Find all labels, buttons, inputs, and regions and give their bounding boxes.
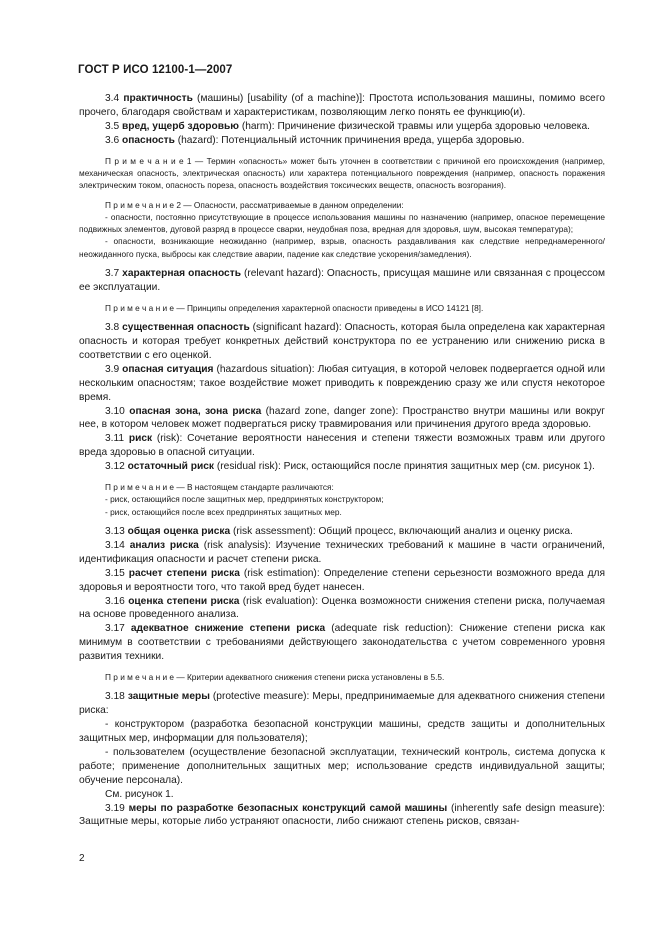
spacer <box>79 314 605 321</box>
definition-text: (risk): Сочетание вероятности нанесения и степени тяжести возможных травм или другого вреда здоровью в опасной ситуации. <box>79 433 606 459</box>
definition-paragraph <box>79 595 605 623</box>
definition-paragraph <box>79 405 605 433</box>
definition-text: (risk analysis): Изучение технических требований к машине в части ограничений, идентификация опасности и расчет степени риска. <box>79 539 605 565</box>
defined-term: практичность <box>123 93 193 104</box>
note <box>79 199 605 211</box>
spacer <box>79 474 605 481</box>
defined-term: опасная зона, зона риска <box>129 405 262 417</box>
spacer <box>79 295 605 302</box>
definition-text: (harm): Причинение физической травмы или ущерба здоровью человека. <box>238 120 590 132</box>
definition-paragraph <box>79 120 605 134</box>
definition-paragraph <box>79 460 605 474</box>
definition-text: (residual risk): Риск, остающийся после принятия защитных мер (см. рисунок 1). <box>214 461 595 473</box>
page-number: 2 <box>79 853 85 864</box>
clause-number: 3.19 <box>105 802 129 814</box>
clause-number: 3.15 <box>105 567 129 579</box>
clause-number: 3.9 <box>105 363 123 375</box>
clause-number: 3.5 <box>105 120 122 132</box>
note-list-item: - опасности, постоянно присутствующие в процессе использования машины по назначению (например, опасное перемещение подвижных элементов, дуговой разряд в процессе сварки, неудобная поза, вредная для здоровья, шум, высокая температура); <box>79 211 605 235</box>
definition-paragraph <box>79 622 605 664</box>
clause-number: 3.12 <box>105 461 128 473</box>
definition-paragraph <box>79 802 605 830</box>
definition-text: (risk estimation): Определение степени серьезности возможного вреда для здоровья и вероятности того, что такой вред будет нанесен. <box>79 567 606 593</box>
defined-term: меры по разработке безопасных конструкций самой машины <box>128 802 448 814</box>
definition-text: (adequate risk reduction): Снижение степени риска как минимум в соответствии с требованиями действующего законодательства с учетом современного уровня развития техники. <box>79 623 605 663</box>
definition-paragraph <box>79 690 605 718</box>
note-list-item: - риск, остающийся после всех предпринятых защитных мер. <box>105 506 342 517</box>
paragraph: См. рисунок 1. <box>105 788 174 800</box>
spacer <box>79 260 605 267</box>
definition-text: (risk assessment): Общий процесс, включающий анализ и оценку риска. <box>230 525 573 537</box>
definition-paragraph <box>79 92 605 120</box>
clause-number: 3.17 <box>105 623 131 635</box>
clause-number: 3.8 <box>105 322 123 334</box>
note <box>79 671 605 683</box>
clause-number: 3.6 <box>105 134 122 146</box>
document-body <box>79 92 605 829</box>
defined-term: опасность <box>122 134 175 146</box>
note-list-item: - риск, остающийся после защитных мер, предпринятых конструктором; <box>105 494 384 505</box>
defined-term: остаточный риск <box>127 461 215 473</box>
definition-paragraph <box>79 539 605 567</box>
definition-paragraph <box>79 432 605 460</box>
note <box>79 155 605 192</box>
spacer <box>79 683 605 690</box>
list-item: - конструктором (разработка безопасной конструкции машины, средств защиты и дополнительных защитных мер, информации для пользователя); <box>79 719 605 745</box>
defined-term: общая оценка риска <box>127 525 231 537</box>
definition-text: (risk evaluation): Оценка возможности снижения степени риска, получаемая на основе проведенного анализа. <box>79 595 605 621</box>
note-label: П р и м е ч а н и е 2 <box>105 199 181 210</box>
defined-term: опасная ситуация <box>122 363 214 375</box>
defined-term: адекватное снижение степени риска <box>130 623 326 635</box>
defined-term: анализ риска <box>129 539 199 551</box>
spacer <box>79 192 605 199</box>
note <box>79 481 605 493</box>
definition-paragraph <box>79 363 605 405</box>
note-list-item: - опасности, возникающие неожиданно (например, взрыв, опасность раздавливания как следствие непреднамеренного/неожиданного пуска, выбросы как следствие аварии, падение как следствие ускорения/замедления). <box>79 236 605 259</box>
note-text: — Опасности, рассматриваемые в данном определении: <box>180 199 404 210</box>
clause-number: 3.16 <box>105 595 129 607</box>
clause-number: 3.14 <box>105 539 130 551</box>
defined-term: защитные меры <box>127 691 210 703</box>
definition-paragraph <box>79 525 605 539</box>
definition-text: (protective measure): Меры, предпринимаемые для адекватного снижения степени риска: <box>79 691 605 717</box>
spacer <box>79 664 605 671</box>
clause-number: 3.4 <box>105 93 124 104</box>
definition-text: (машины) [usability (of a machine)]: Простота использования машины, помимо всего прочего, благодаря свойствам и характеристикам, позволяющим легко понять ее функцию(и). <box>79 93 605 118</box>
clause-number: 3.11 <box>105 433 129 445</box>
note-text: — Принципы определения характерной опасности приведены в ИСО 14121 [8]. <box>174 302 484 313</box>
defined-term: существенная опасность <box>122 322 250 334</box>
defined-term: оценка степени риска <box>128 595 240 607</box>
clause-number: 3.7 <box>105 268 123 279</box>
note-text: — Критерии адекватного снижения степени риска установлены в 5.5. <box>174 672 445 683</box>
definition-paragraph <box>79 567 605 595</box>
defined-term: расчет степени риска <box>128 567 240 579</box>
note-label: П р и м е ч а н и е <box>105 672 175 683</box>
note-label: П р и м е ч а н и е <box>105 482 175 493</box>
note <box>79 302 605 314</box>
note-text: — Термин «опасность» может быть уточнен в соответствии с причиной его происхождения (например, механическая опасность, электрическая опасность) или характера потенциального повреждения (например, опасность поражения электрическим током, опасность пореза, опасность воздействия токсических веществ, опасность возгорания). <box>79 155 605 191</box>
defined-term: риск <box>128 433 153 445</box>
spacer <box>79 148 605 155</box>
document-header: ГОСТ Р ИСО 12100-1—2007 <box>78 64 233 76</box>
defined-term: вред, ущерб здоровью <box>122 120 239 132</box>
definition-text: (inherently safe design measure): Защитные меры, которые либо устраняют опасности, либо снижают степень рисков, связан- <box>79 802 605 828</box>
definition-text: (significant hazard): Опасность, которая была определена как характерная опасность и которая требует конкретных действий конструктора по ее устранению или снижению риска в соответствии с его оценкой. <box>79 322 605 361</box>
note-text: — В настоящем стандарте различаются: <box>174 482 334 493</box>
list-item: - пользователем (осуществление безопасной эксплуатации, технический контроль, система допуска к работе; применение дополнительных защитных мер; использование средств индивидуальной защиты; обучение персонала). <box>79 746 605 786</box>
note-label: П р и м е ч а н и е 1 <box>105 155 192 166</box>
definition-paragraph <box>79 321 605 363</box>
clause-number: 3.18 <box>105 691 128 703</box>
clause-number: 3.13 <box>105 525 128 537</box>
definition-paragraph <box>79 267 605 295</box>
clause-number: 3.10 <box>105 405 130 417</box>
definition-text: (hazard zone, danger zone): Пространство внутри машины или вокруг нее, в котором человек может подвергаться риску травмирования или причинения другого вреда здоровью. <box>79 405 606 431</box>
definition-text: (hazardous situation): Любая ситуация, в которой человек подвергается одной или нескольким опасностям; такое воздействие может приводить к повреждению сразу же или спустя некоторое время. <box>79 363 606 403</box>
definition-text: (hazard): Потенциальный источник причинения вреда, ущерба здоровью. <box>174 134 525 146</box>
definition-text: (relevant hazard): Опасность, присущая машине или связанная с процессом ее эксплуатации. <box>79 268 605 293</box>
definition-paragraph <box>79 134 605 148</box>
note-label: П р и м е ч а н и е <box>105 302 175 313</box>
spacer <box>79 518 605 525</box>
defined-term: характерная опасность <box>122 268 241 279</box>
